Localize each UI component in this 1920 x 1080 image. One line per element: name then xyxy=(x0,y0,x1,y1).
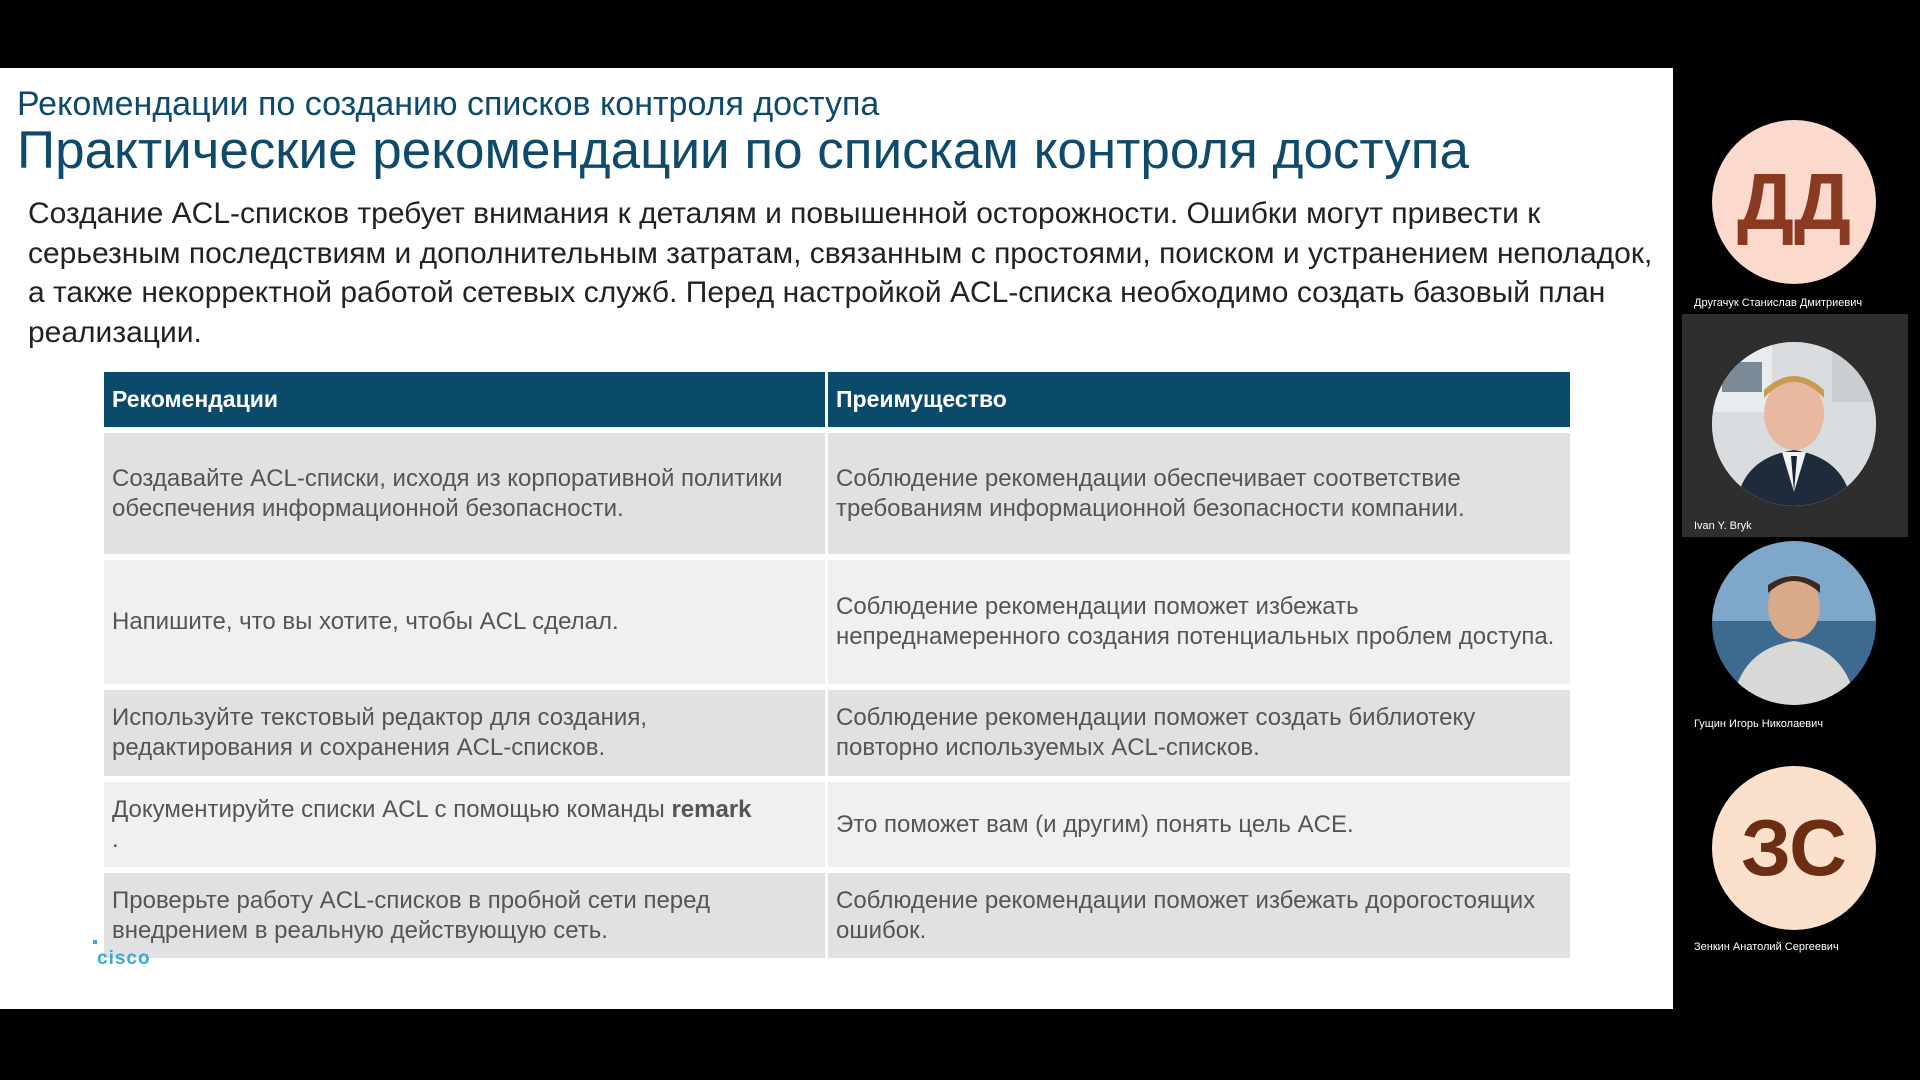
recommendation-cell xyxy=(104,782,825,867)
avatar xyxy=(1712,541,1876,705)
slide-intro-text: Создание ACL-списков требует внимания к деталям и повышенной осторожности. Ошибки могут привести к серьезным последствиям и дополнительным затратам, связанным с простоями, поиском и устранением неполадок, а также некорректной работой сетевых служб. Перед настройкой ACL-списка необходимо создать базовый план реализации. xyxy=(28,197,1653,349)
participant-tile[interactable] xyxy=(1682,540,1908,763)
table-row xyxy=(104,782,1570,867)
slide-title: Практические рекомендации по спискам контроля доступа xyxy=(17,121,1469,180)
rec-text: Документируйте списки ACL с помощью команды xyxy=(112,795,672,823)
table-row xyxy=(104,433,1570,554)
presentation-slide xyxy=(0,68,1673,1009)
benefit-cell: Это поможет вам (и другим) понять цель ACE. xyxy=(828,782,1570,867)
avatar: ЗС xyxy=(1712,766,1876,930)
benefit-cell: Соблюдение рекомендации поможет избежать непреднамеренного создания потенциальных проблем доступа. xyxy=(828,560,1570,684)
benefit-cell: Соблюдение рекомендации обеспечивает соответствие требованиям информационной безопасности компании. xyxy=(828,433,1570,554)
rec-suffix: . xyxy=(112,825,119,853)
slide-subtitle: Рекомендации по созданию списков контроля доступа xyxy=(17,85,880,123)
avatar xyxy=(1712,342,1876,506)
recommendation-cell: Используйте текстовый редактор для создания, редактирования и сохранения ACL-списков. xyxy=(104,690,825,776)
benefit-cell: Соблюдение рекомендации поможет создать библиотеку повторно используемых ACL-списков. xyxy=(828,690,1570,776)
participant-name: Гущин Игорь Николаевич xyxy=(1694,718,1824,730)
table-row xyxy=(104,873,1570,958)
header-benefit: Преимущество xyxy=(828,372,1570,427)
header-recommendations: Рекомендации xyxy=(104,372,825,427)
participant-name: Ivan Y. Bryk xyxy=(1694,520,1752,532)
table-row xyxy=(104,690,1570,776)
cisco-logo: cisco xyxy=(97,948,151,969)
recommendations-table xyxy=(101,366,1573,964)
recommendation-cell: Напишите, что вы хотите, чтобы ACL сделал. xyxy=(104,560,825,684)
participant-name: Зенкин Анатолий Сергеевич xyxy=(1694,941,1839,953)
benefit-cell: Соблюдение рекомендации поможет избежать дорогостоящих ошибок. xyxy=(828,873,1570,958)
participant-tile[interactable] xyxy=(1682,68,1908,309)
participant-tile[interactable] xyxy=(1682,763,1908,986)
cisco-logo-mark xyxy=(93,940,97,944)
participant-name: Другачук Станислав Дмитриевич xyxy=(1694,297,1863,309)
recommendation-cell: Создавайте ACL-списки, исходя из корпоративной политики обеспечения информационной безопасности. xyxy=(104,433,825,554)
recommendation-cell: Проверьте работу ACL-списков в пробной сети перед внедрением в реальную действующую сеть. xyxy=(104,873,825,958)
remark-keyword: remark xyxy=(671,795,752,823)
participant-tile-active[interactable] xyxy=(1682,314,1908,537)
avatar: ДД xyxy=(1712,120,1876,284)
participants-panel xyxy=(1682,68,1908,1009)
table-row xyxy=(104,560,1570,684)
